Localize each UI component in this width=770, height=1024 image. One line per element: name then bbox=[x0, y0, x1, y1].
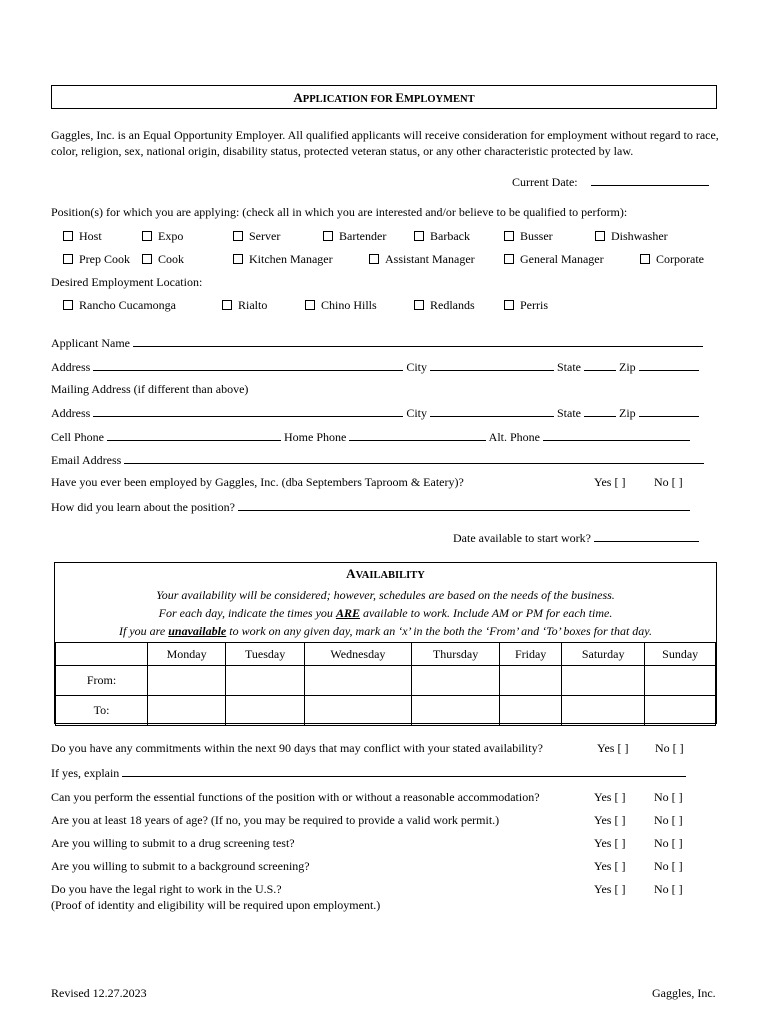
checkbox-icon[interactable] bbox=[595, 231, 605, 241]
cell-phone-field[interactable] bbox=[107, 429, 281, 441]
location-option[interactable]: Redlands bbox=[414, 298, 475, 313]
checkbox-icon[interactable] bbox=[63, 254, 73, 264]
to-label: To: bbox=[56, 696, 148, 726]
to-cell[interactable] bbox=[226, 696, 305, 726]
mailing-city-field[interactable] bbox=[430, 405, 554, 417]
from-cell[interactable] bbox=[148, 666, 226, 696]
mailing-address-field[interactable] bbox=[93, 405, 403, 417]
essential-no[interactable]: No [ ] bbox=[654, 790, 683, 804]
revision-date: Revised 12.27.2023 bbox=[51, 986, 147, 1000]
to-cell[interactable] bbox=[304, 696, 411, 726]
from-cell[interactable] bbox=[500, 666, 562, 696]
email-field[interactable] bbox=[124, 452, 704, 464]
home-phone-field[interactable] bbox=[349, 429, 486, 441]
employed-yes[interactable]: Yes [ ] bbox=[594, 475, 626, 489]
mailing-address-row: Address City State Zip bbox=[51, 405, 699, 421]
explain-row: If yes, explain bbox=[51, 765, 686, 781]
position-option[interactable]: Prep Cook bbox=[63, 252, 130, 267]
availability-title: AVAILABILITY bbox=[346, 566, 425, 581]
to-cell[interactable] bbox=[411, 696, 499, 726]
position-option[interactable]: Dishwasher bbox=[595, 229, 668, 244]
zip-field[interactable] bbox=[639, 359, 699, 371]
checkbox-icon[interactable] bbox=[305, 300, 315, 310]
corner-cell bbox=[56, 643, 148, 666]
applicant-name-row: Applicant Name bbox=[51, 335, 703, 351]
day-header: Monday bbox=[148, 643, 226, 666]
mailing-state-field[interactable] bbox=[584, 405, 616, 417]
position-option[interactable]: General Manager bbox=[504, 252, 604, 267]
alt-phone-field[interactable] bbox=[543, 429, 690, 441]
checkbox-icon[interactable] bbox=[323, 231, 333, 241]
from-cell[interactable] bbox=[645, 666, 716, 696]
from-cell[interactable] bbox=[411, 666, 499, 696]
state-field[interactable] bbox=[584, 359, 616, 371]
position-option[interactable]: Cook bbox=[142, 252, 184, 267]
eeo-statement: Gaggles, Inc. is an Equal Opportunity Employer. All qualified applicants will receive consideration for employment without regard to race, color, religion, sex, national origin, disability status, protected veteran status, or any other characteristic protected by law. bbox=[51, 128, 719, 158]
address-row: Address City State Zip bbox=[51, 359, 699, 375]
position-option[interactable]: Kitchen Manager bbox=[233, 252, 333, 267]
date-available-field[interactable] bbox=[594, 530, 699, 542]
location-option[interactable]: Rancho Cucamonga bbox=[63, 298, 176, 313]
age-question: Are you at least 18 years of age? (If no, you may be required to provide a valid work permit.) bbox=[51, 813, 500, 827]
legal-no[interactable]: No [ ] bbox=[654, 882, 683, 896]
checkbox-icon[interactable] bbox=[222, 300, 232, 310]
day-header: Friday bbox=[500, 643, 562, 666]
employed-no[interactable]: No [ ] bbox=[654, 475, 683, 489]
age-no[interactable]: No [ ] bbox=[654, 813, 683, 827]
location-option[interactable]: Chino Hills bbox=[305, 298, 377, 313]
checkbox-icon[interactable] bbox=[504, 254, 514, 264]
from-cell[interactable] bbox=[226, 666, 305, 696]
table-row bbox=[56, 666, 716, 696]
page-title: APPLICATION FOR EMPLOYMENT bbox=[51, 85, 717, 109]
checkbox-icon[interactable] bbox=[504, 231, 514, 241]
day-header: Saturday bbox=[562, 643, 645, 666]
commitments-yes[interactable]: Yes [ ] bbox=[597, 741, 629, 755]
from-cell[interactable] bbox=[304, 666, 411, 696]
city-field[interactable] bbox=[430, 359, 554, 371]
position-option[interactable]: Assistant Manager bbox=[369, 252, 475, 267]
essential-yes[interactable]: Yes [ ] bbox=[594, 790, 626, 804]
location-label: Desired Employment Location: bbox=[51, 275, 203, 289]
mailing-label: Mailing Address (if different than above) bbox=[51, 382, 249, 396]
date-available-row: Date available to start work? bbox=[453, 530, 699, 546]
availability-note-2: For each day, indicate the times you ARE available to work. Include AM or PM for each time. bbox=[158, 606, 613, 620]
table-row bbox=[56, 643, 716, 666]
to-cell[interactable] bbox=[562, 696, 645, 726]
to-cell[interactable] bbox=[645, 696, 716, 726]
availability-note-1: Your availability will be considered; however, schedules are based on the needs of the business. bbox=[156, 588, 615, 602]
location-option[interactable]: Perris bbox=[504, 298, 548, 313]
checkbox-icon[interactable] bbox=[142, 254, 152, 264]
background-no[interactable]: No [ ] bbox=[654, 859, 683, 873]
learn-row: How did you learn about the position? bbox=[51, 499, 690, 515]
to-cell[interactable] bbox=[148, 696, 226, 726]
day-header: Thursday bbox=[411, 643, 499, 666]
availability-note-3: If you are unavailable to work on any given day, mark an ‘x’ in the both the ‘From’ and ‘To’ boxes for that day. bbox=[119, 624, 652, 638]
position-option[interactable]: Barback bbox=[414, 229, 470, 244]
checkbox-icon[interactable] bbox=[63, 231, 73, 241]
checkbox-icon[interactable] bbox=[504, 300, 514, 310]
location-option[interactable]: Rialto bbox=[222, 298, 267, 313]
email-row: Email Address bbox=[51, 452, 704, 468]
position-option[interactable]: Bartender bbox=[323, 229, 386, 244]
checkbox-icon[interactable] bbox=[142, 231, 152, 241]
current-date-row: Current Date: bbox=[512, 174, 709, 190]
background-question: Are you willing to submit to a background screening? bbox=[51, 859, 310, 873]
learn-field[interactable] bbox=[238, 499, 690, 511]
to-cell[interactable] bbox=[500, 696, 562, 726]
day-header: Sunday bbox=[645, 643, 716, 666]
checkbox-icon[interactable] bbox=[233, 254, 243, 264]
checkbox-icon[interactable] bbox=[640, 254, 650, 264]
positions-label: Position(s) for which you are applying: (check all in which you are interested and/or believe to be qualified to perform): bbox=[51, 205, 628, 219]
commitments-question: Do you have any commitments within the next 90 days that may conflict with your stated availability? bbox=[51, 741, 543, 755]
current-date-field[interactable] bbox=[591, 174, 709, 186]
position-option[interactable]: Corporate bbox=[640, 252, 704, 267]
applicant-name-field[interactable] bbox=[133, 335, 703, 347]
phone-row: Cell Phone Home Phone Alt. Phone bbox=[51, 429, 690, 445]
drug-yes[interactable]: Yes [ ] bbox=[594, 836, 626, 850]
checkbox-icon[interactable] bbox=[233, 231, 243, 241]
employed-question: Have you ever been employed by Gaggles, Inc. (dba Septembers Taproom & Eatery)? bbox=[51, 475, 464, 489]
position-option[interactable]: Host bbox=[63, 229, 102, 244]
position-option[interactable]: Expo bbox=[142, 229, 183, 244]
legal-note: (Proof of identity and eligibility will be required upon employment.) bbox=[51, 898, 381, 912]
table-row bbox=[56, 696, 716, 726]
drug-question: Are you willing to submit to a drug screening test? bbox=[51, 836, 295, 850]
commitments-no[interactable]: No [ ] bbox=[655, 741, 684, 755]
availability-table bbox=[55, 642, 716, 726]
essential-question: Can you perform the essential functions of the position with or without a reasonable accommodation? bbox=[51, 790, 540, 804]
day-header: Wednesday bbox=[304, 643, 411, 666]
checkbox-icon[interactable] bbox=[63, 300, 73, 310]
drug-no[interactable]: No [ ] bbox=[654, 836, 683, 850]
checkbox-icon[interactable] bbox=[414, 231, 424, 241]
explain-field[interactable] bbox=[122, 765, 686, 777]
position-option[interactable]: Busser bbox=[504, 229, 553, 244]
availability-section bbox=[54, 562, 717, 724]
background-yes[interactable]: Yes [ ] bbox=[594, 859, 626, 873]
age-yes[interactable]: Yes [ ] bbox=[594, 813, 626, 827]
from-label: From: bbox=[56, 666, 148, 696]
checkbox-icon[interactable] bbox=[414, 300, 424, 310]
from-cell[interactable] bbox=[562, 666, 645, 696]
legal-question: Do you have the legal right to work in the U.S.? bbox=[51, 882, 282, 896]
checkbox-icon[interactable] bbox=[369, 254, 379, 264]
footer-company: Gaggles, Inc. bbox=[652, 986, 716, 1000]
position-option[interactable]: Server bbox=[233, 229, 280, 244]
mailing-zip-field[interactable] bbox=[639, 405, 699, 417]
legal-yes[interactable]: Yes [ ] bbox=[594, 882, 626, 896]
day-header: Tuesday bbox=[226, 643, 305, 666]
address-field[interactable] bbox=[93, 359, 403, 371]
